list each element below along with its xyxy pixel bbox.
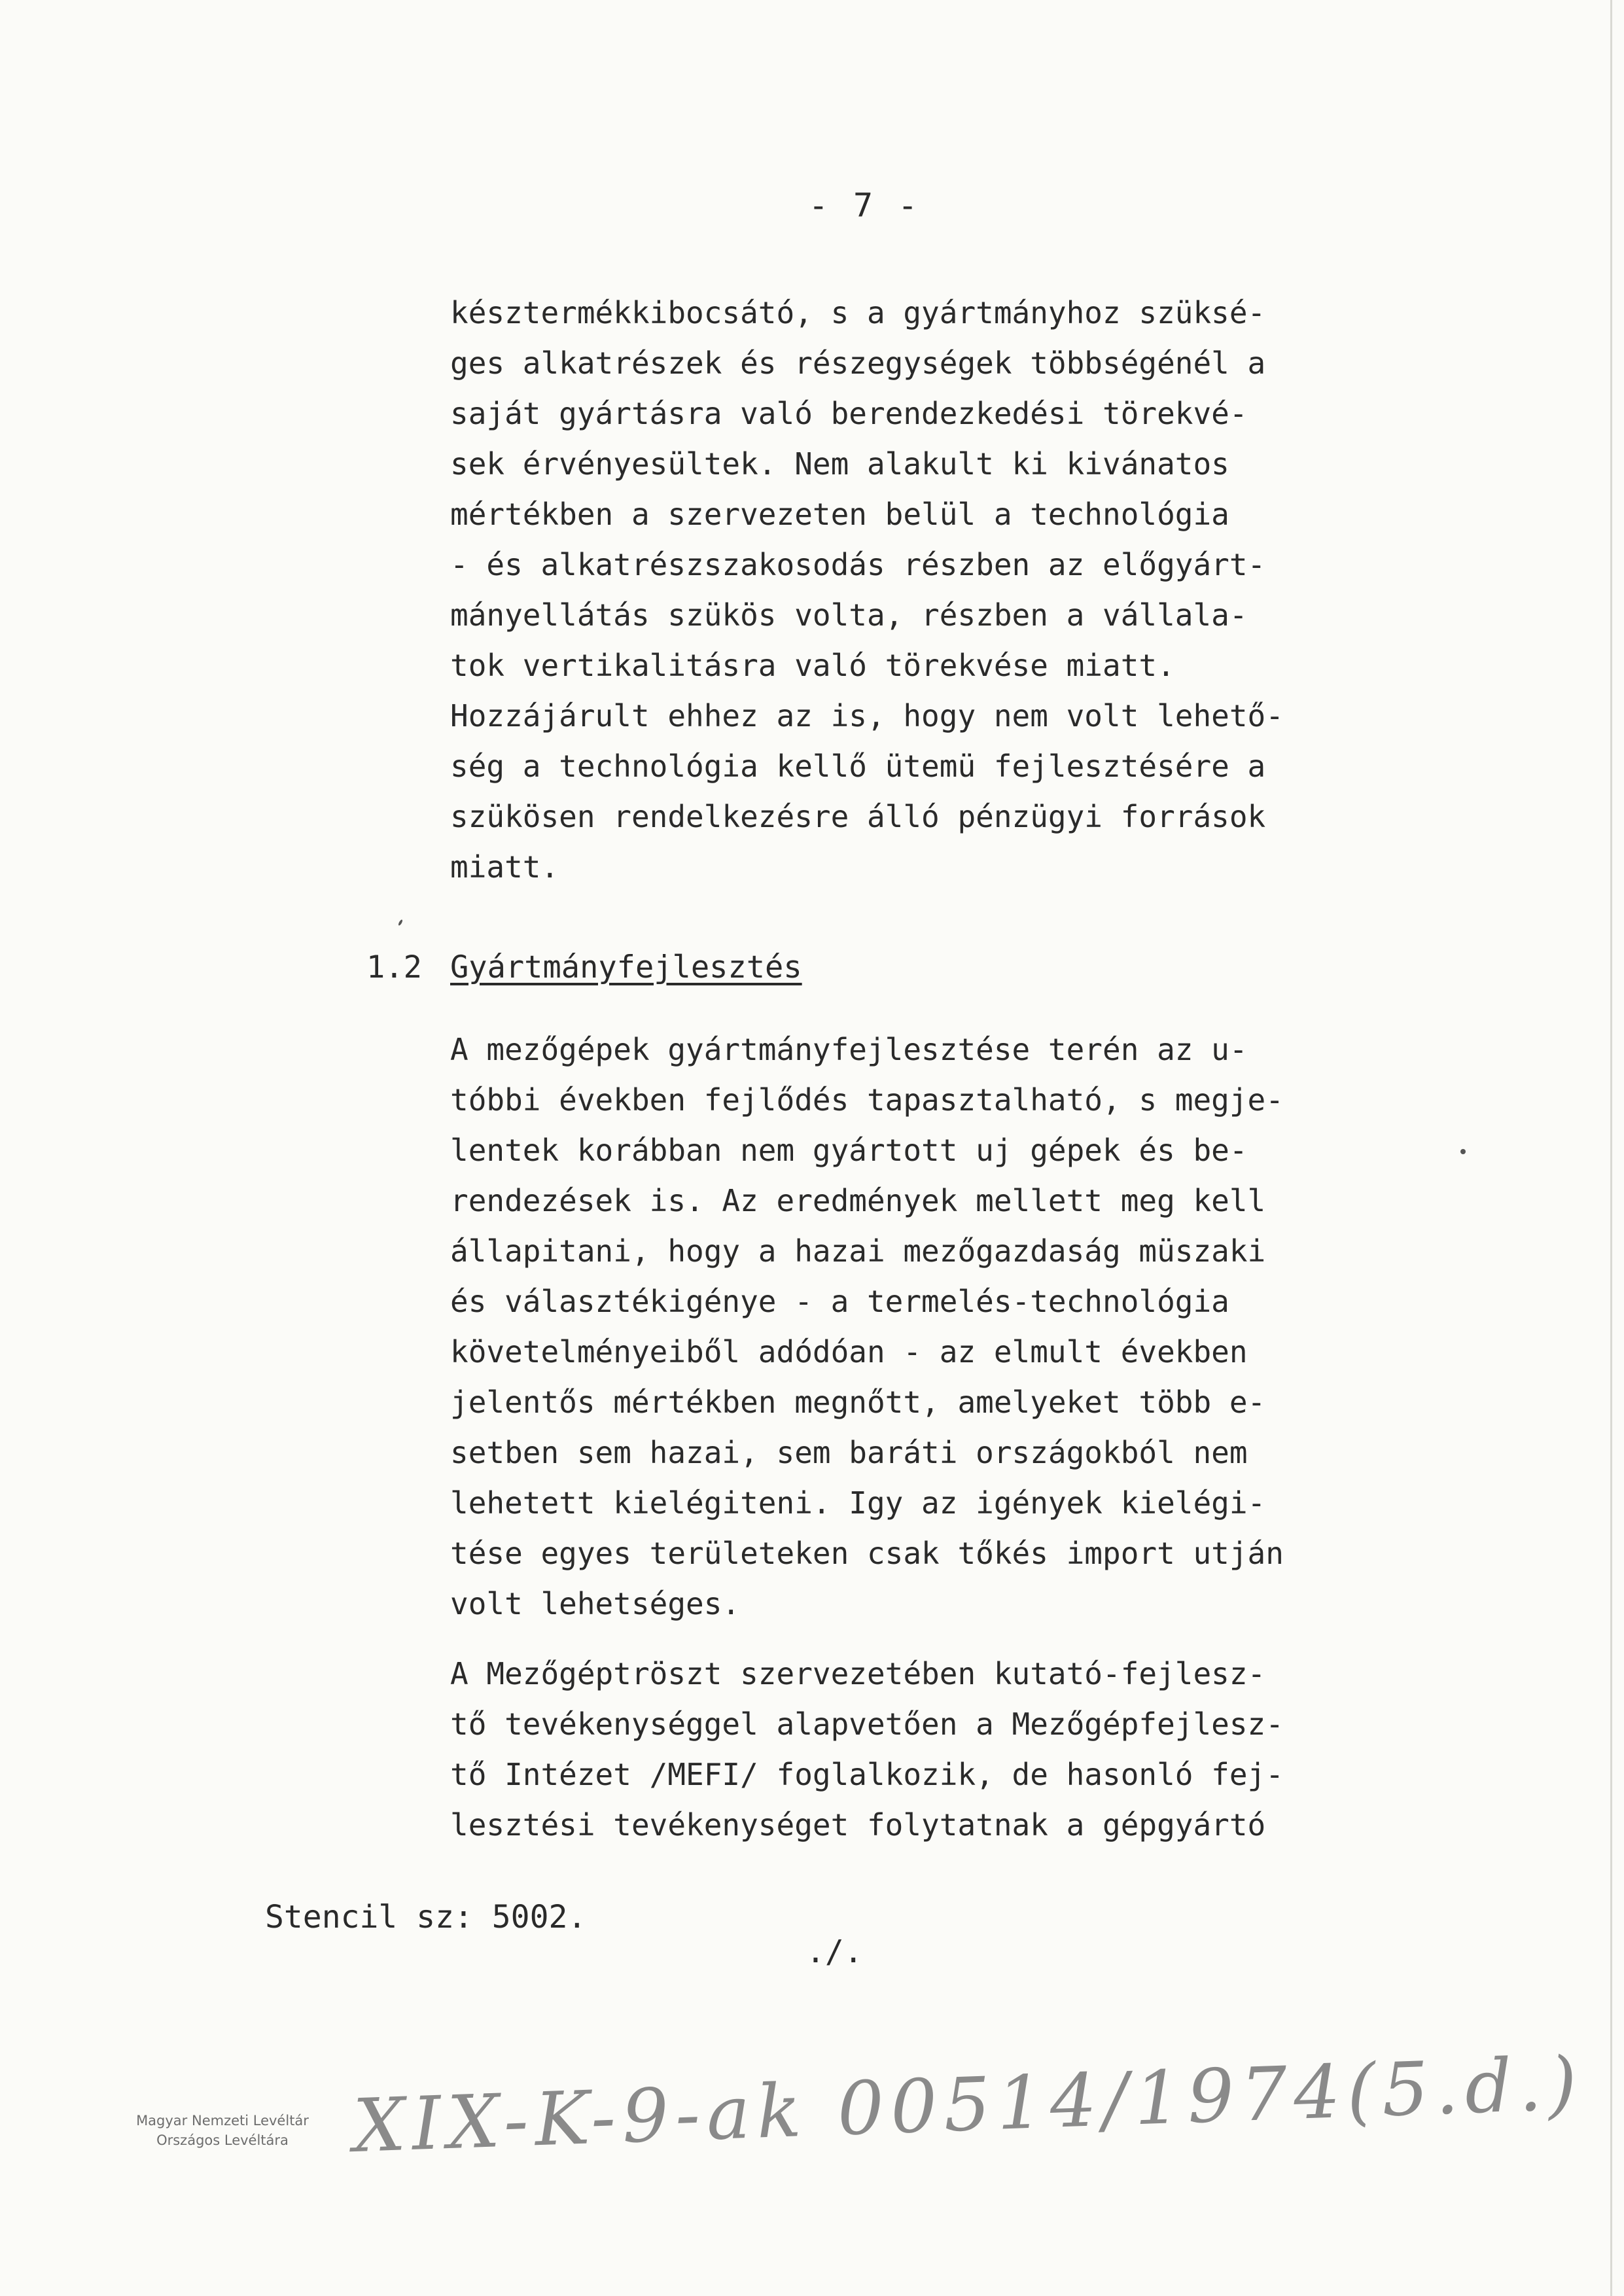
text-line: lehetett kielégiteni. Igy az igények kielégi- xyxy=(450,1485,1266,1521)
text-line: tóbbi években fejlődés tapasztalható, s megje- xyxy=(450,1082,1284,1118)
scan-speck xyxy=(398,919,403,927)
text-line: miatt. xyxy=(450,849,559,885)
text-line: Hozzájárult ehhez az is, hogy nem volt lehető- xyxy=(450,698,1284,733)
text-line: követelményeiből adódóan - az elmult években xyxy=(450,1334,1248,1369)
text-line: tése egyes területeken csak tőkés import utján xyxy=(450,1536,1284,1571)
text-line: lesztési tevékenységet folytatnak a gépgyártó xyxy=(450,1807,1266,1843)
text-line: tő Intézet /MEFI/ foglalkozik, de hasonló fej- xyxy=(450,1757,1284,1792)
text-line: mértékben a szervezeten belül a technológia xyxy=(450,497,1229,532)
handwritten-reference: XIX-K-9-ak 00514/1974(5.d.) xyxy=(351,2041,1585,2169)
section-title: Gyártmányfejlesztés xyxy=(450,949,802,985)
scan-speck xyxy=(1460,1149,1466,1154)
text-line: sek érvényesültek. Nem alakult ki kivánatos xyxy=(450,446,1229,482)
text-line: tő tevékenységgel alapvetően a Mezőgépfejlesz- xyxy=(450,1706,1284,1742)
text-line: tok vertikalitásra való törekvése miatt. xyxy=(450,648,1175,683)
text-line: késztermékkibocsátó, s a gyártmányhoz szüksé- xyxy=(450,295,1266,330)
paragraph-3 xyxy=(450,1649,1392,1850)
text-line: és választékigénye - a termelés-technológia xyxy=(450,1284,1229,1319)
text-line: A mezőgépek gyártmányfejlesztése terén az u- xyxy=(450,1032,1248,1067)
text-line: mányellátás szükös volta, részben a vállala- xyxy=(450,597,1248,633)
text-line: volt lehetséges. xyxy=(450,1586,741,1621)
archive-stamp xyxy=(118,2111,327,2150)
section-heading xyxy=(366,942,802,993)
text-line: rendezések is. Az eredmények mellett meg kell xyxy=(450,1183,1266,1218)
paragraph-2 xyxy=(450,1025,1392,1629)
text-line: szükösen rendelkezésre álló pénzügyi források xyxy=(450,799,1266,834)
text-line: állapitani, hogy a hazai mezőgazdaság müszaki xyxy=(450,1233,1266,1269)
archive-stamp-line-1: Magyar Nemzeti Levéltár xyxy=(136,2113,309,2128)
text-line: ges alkatrészek és részegységek többségénél a xyxy=(450,345,1266,381)
text-line: ség a technológia kellő ütemü fejlesztésére a xyxy=(450,749,1266,784)
section-number: 1.2 xyxy=(366,949,422,985)
text-line: saját gyártásra való berendezkedési törekvé- xyxy=(450,396,1248,431)
page-number: - 7 - xyxy=(808,186,921,224)
archive-stamp-line-2: Országos Levéltára xyxy=(156,2132,289,2148)
paragraph-1 xyxy=(450,288,1392,892)
page-edge-line xyxy=(1610,0,1612,2296)
text-line: - és alkatrészszakosodás részben az előgyárt- xyxy=(450,547,1266,582)
text-line: lentek korábban nem gyártott uj gépek és be- xyxy=(450,1133,1248,1168)
continuation-mark: ./. xyxy=(806,1934,863,1970)
text-line: jelentős mértékben megnőtt, amelyeket több e- xyxy=(450,1385,1266,1420)
text-line: setben sem hazai, sem baráti országokból nem xyxy=(450,1435,1248,1470)
stencil-number: Stencil sz: 5002. xyxy=(265,1899,587,1935)
text-line: A Mezőgéptröszt szervezetében kutató-fejlesz- xyxy=(450,1656,1266,1691)
